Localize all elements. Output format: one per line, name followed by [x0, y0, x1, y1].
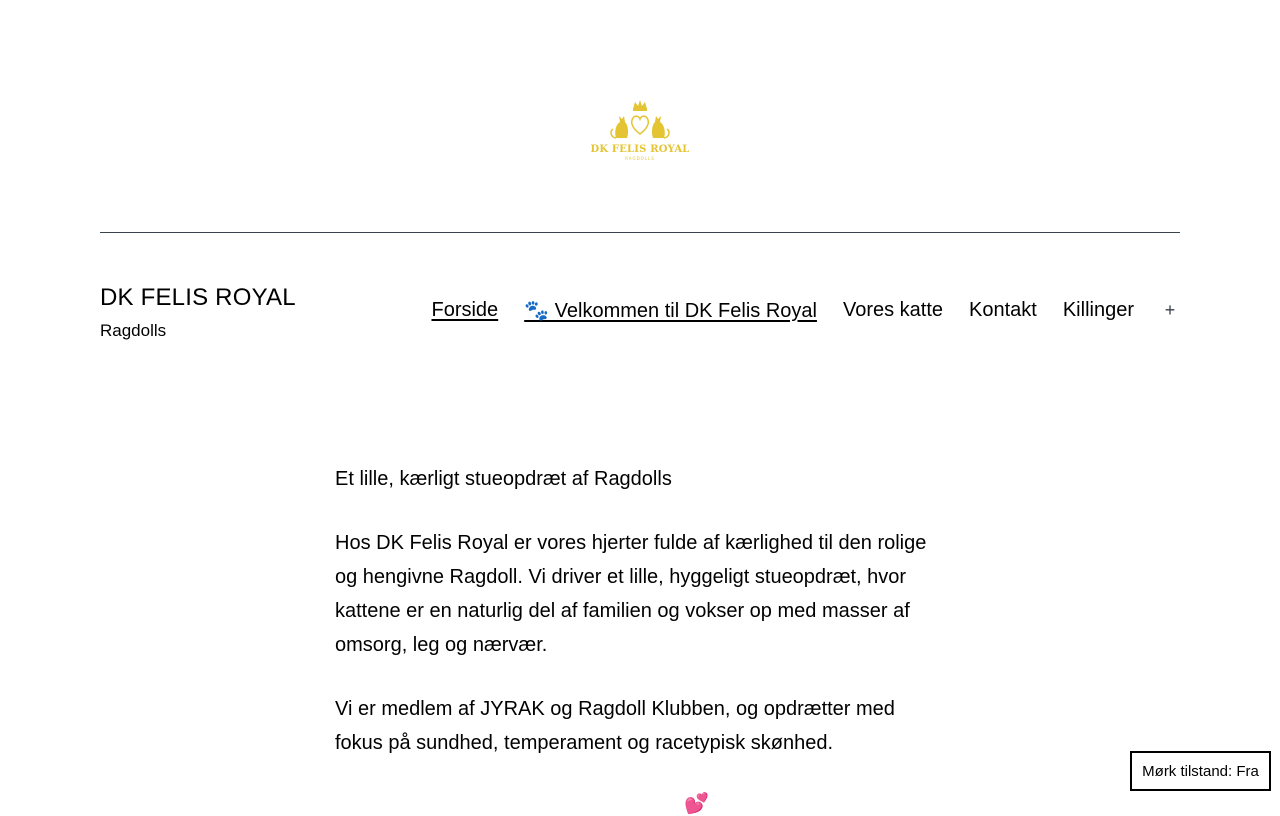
crown-cats-icon [602, 98, 678, 142]
logo-subtitle: RAGDOLLS [625, 156, 655, 161]
nav-item-kontakt[interactable]: Kontakt [969, 298, 1037, 321]
site-logo-wrap [0, 98, 1280, 174]
about-paragraph: Hos DK Felis Royal er vores hjerter fulde af kærlighed til den rolige og hengivne Ragdoll. Vi driver et lille, hyggeligt stueopdræt, hvor kattene er en naturlig del af familien og vokser op med masser af omsorg, leg og nærvær. [335, 532, 927, 656]
site-description: Ragdolls [100, 321, 167, 340]
primary-nav [431, 292, 1180, 328]
membership-paragraph: Vi er medlem af JYRAK og Ragdoll Klubben, og opdrætter med fokus på sundhed, temperament og racetypisk skønhed. [335, 698, 895, 754]
dark-mode-toggle-button[interactable]: Mørk tilstand: Fra [1130, 751, 1271, 791]
nav-item-forside[interactable]: Forside [431, 298, 499, 321]
header-divider [100, 232, 1180, 233]
intro-paragraph: Et lille, kærligt stueopdræt af Ragdolls [335, 468, 672, 490]
nav-item-killinger[interactable]: Killinger [1062, 298, 1134, 321]
site-title[interactable]: DK FELIS ROYAL [100, 284, 296, 311]
site-logo[interactable] [590, 98, 690, 174]
submenu-expand-icon[interactable]: + [1164, 299, 1176, 320]
heart-emoji: 💕 [684, 793, 709, 815]
nav-item-velkommen[interactable]: 🐾 Velkommen til DK Felis Royal [524, 299, 817, 322]
main-content [335, 462, 945, 790]
nav-item-vores-katte[interactable]: Vores katte [842, 298, 944, 321]
logo-title: DK FELIS ROYAL [590, 144, 690, 155]
